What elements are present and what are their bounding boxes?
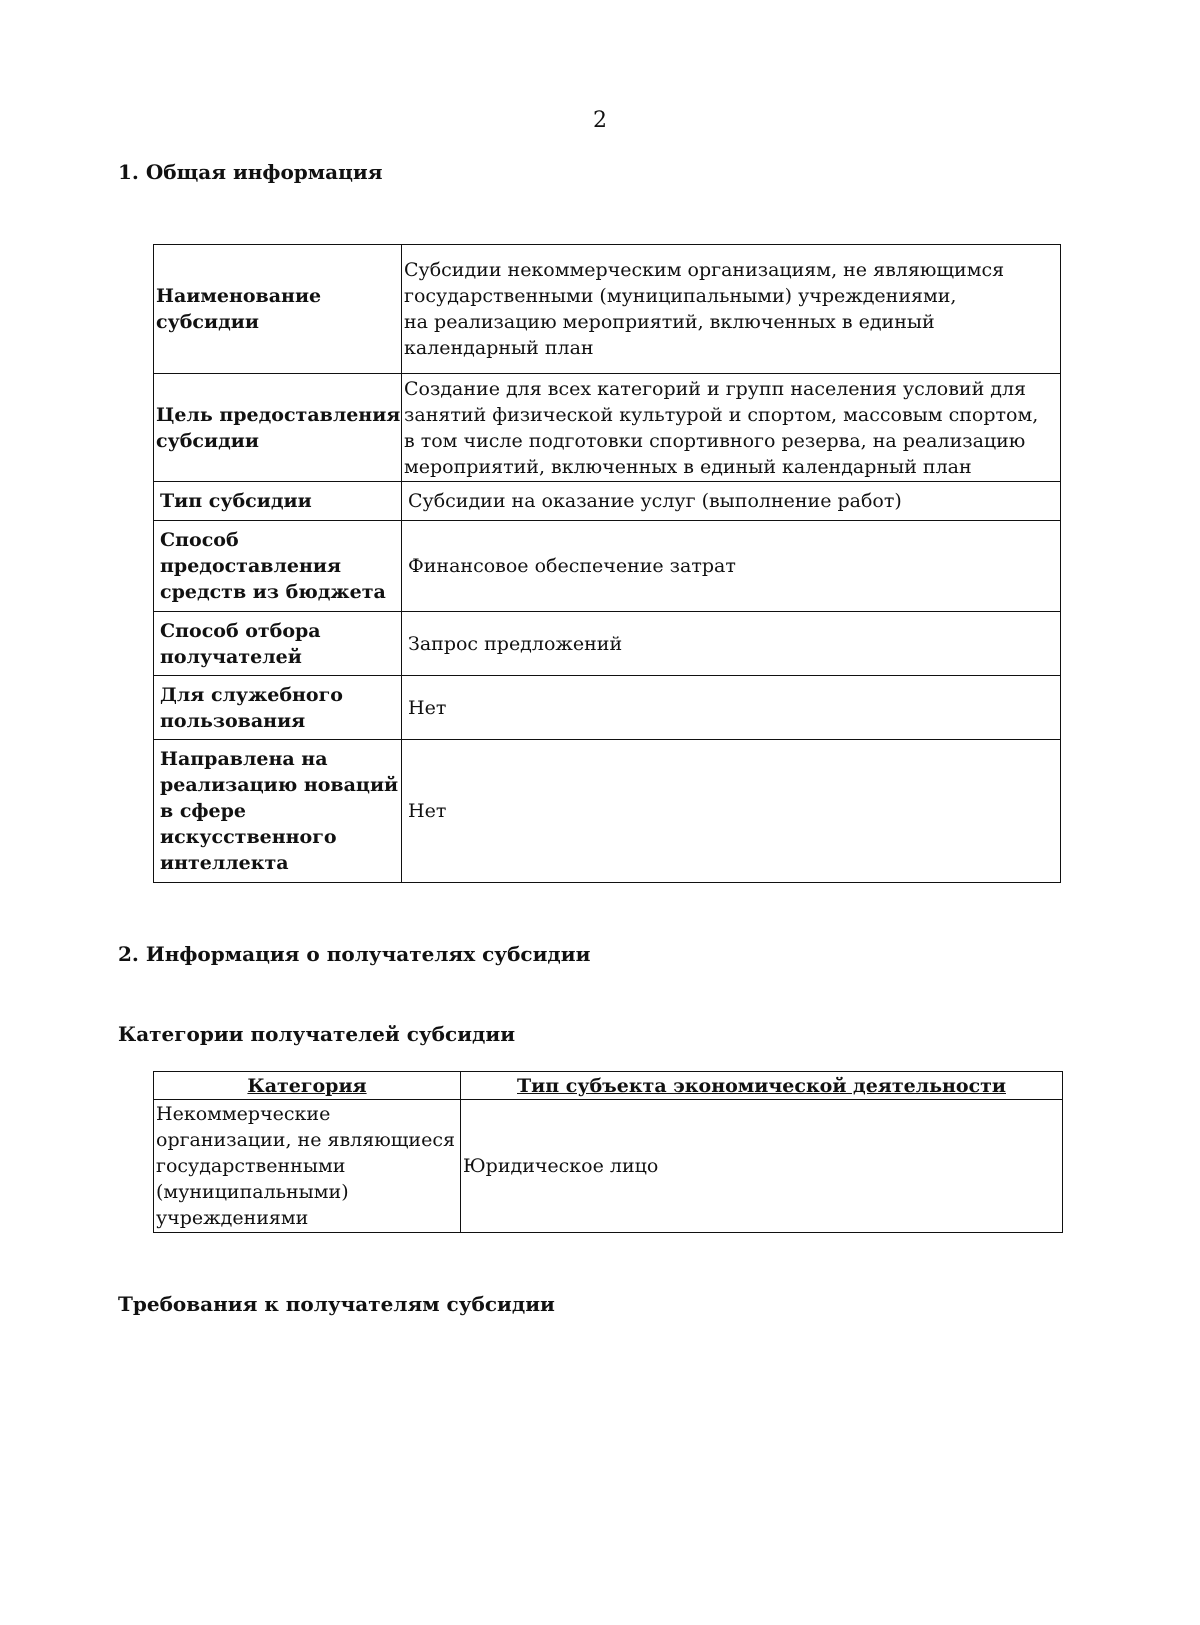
requirements-heading: Требования к получателям субсидии xyxy=(118,1292,555,1316)
subsidy-type-label xyxy=(154,482,402,521)
category-line: государственными xyxy=(156,1155,346,1177)
entity-type-column-header: Тип субъекта экономической деятельности xyxy=(461,1072,1063,1100)
category-cell xyxy=(154,1100,461,1233)
categories-table xyxy=(153,1071,1063,1233)
category-line: учреждениями xyxy=(156,1207,309,1229)
table-row xyxy=(154,1100,1063,1233)
label-line: Способ отбора xyxy=(160,619,321,642)
subsidy-name-label xyxy=(154,245,402,374)
section-2-heading: 2. Информация о получателях субсидии xyxy=(118,942,591,966)
category-line: (муниципальными) xyxy=(156,1181,349,1203)
label-line: Для служебного xyxy=(160,683,343,706)
value-line: государственными (муниципальными) учреждениями, xyxy=(404,285,957,307)
label-line: в сфере xyxy=(160,800,246,822)
official-use-label xyxy=(154,676,402,740)
table-row-selection-method xyxy=(154,612,1061,676)
value-line: занятий физической культурой и спортом, массовым спортом, xyxy=(404,403,1039,426)
purpose-label xyxy=(154,374,402,482)
value-line: Нет xyxy=(408,800,447,822)
table-row-official-use xyxy=(154,676,1061,740)
page-number: 2 xyxy=(593,108,607,133)
value-line: Субсидии на оказание услуг (выполнение работ) xyxy=(408,490,902,512)
label-line: получателей xyxy=(160,645,302,668)
label-line: Способ xyxy=(160,529,239,551)
label-line: предоставления xyxy=(160,555,341,577)
label-line: искусственного xyxy=(160,826,337,848)
value-line: Финансовое обеспечение затрат xyxy=(408,555,736,577)
value-line: Нет xyxy=(408,696,447,719)
table-row-subsidy-name xyxy=(154,245,1061,374)
label-line: Наименование xyxy=(156,285,322,307)
category-line: организации, не являющиеся xyxy=(156,1129,455,1151)
subsidy-name-value xyxy=(402,245,1061,374)
label-line: субсидии xyxy=(156,311,259,333)
table-row-ai-innovation xyxy=(154,740,1061,883)
label-line: субсидии xyxy=(156,429,259,452)
entity-type-cell: Юридическое лицо xyxy=(461,1100,1063,1233)
value-line: Запрос предложений xyxy=(408,632,623,655)
purpose-value xyxy=(402,374,1061,482)
label-line: интеллекта xyxy=(160,852,289,874)
provision-method-label xyxy=(154,521,402,612)
value-line: на реализацию мероприятий, включенных в единый xyxy=(404,311,935,333)
label-line: реализацию новаций xyxy=(160,774,399,796)
value-line: Субсидии некоммерческим организациям, не являющимся xyxy=(404,259,1005,281)
value-line: Создание для всех категорий и групп населения условий для xyxy=(404,377,1027,400)
category-line: Некоммерческие xyxy=(156,1103,331,1125)
category-column-header: Категория xyxy=(154,1072,461,1100)
general-info-table xyxy=(153,244,1061,883)
section-1-heading: 1. Общая информация xyxy=(118,160,383,184)
value-line: мероприятий, включенных в единый календарный план xyxy=(404,455,972,478)
ai-innovation-value xyxy=(402,740,1061,883)
table-row-subsidy-type xyxy=(154,482,1061,521)
label-line: пользования xyxy=(160,709,306,732)
label-line: Направлена на xyxy=(160,748,328,770)
official-use-value xyxy=(402,676,1061,740)
table-row-purpose xyxy=(154,374,1061,482)
provision-method-value xyxy=(402,521,1061,612)
label-line: Цель предоставления xyxy=(156,403,401,426)
subsidy-type-value xyxy=(402,482,1061,521)
selection-method-label xyxy=(154,612,402,676)
categories-heading: Категории получателей субсидии xyxy=(118,1022,516,1046)
value-line: в том числе подготовки спортивного резерва, на реализацию xyxy=(404,429,1026,452)
table-header-row xyxy=(154,1072,1063,1100)
table-row-provision-method xyxy=(154,521,1061,612)
label-line: Тип субсидии xyxy=(160,490,312,512)
ai-innovation-label xyxy=(154,740,402,883)
label-line: средств из бюджета xyxy=(160,581,386,603)
value-line: календарный план xyxy=(404,337,594,359)
selection-method-value xyxy=(402,612,1061,676)
